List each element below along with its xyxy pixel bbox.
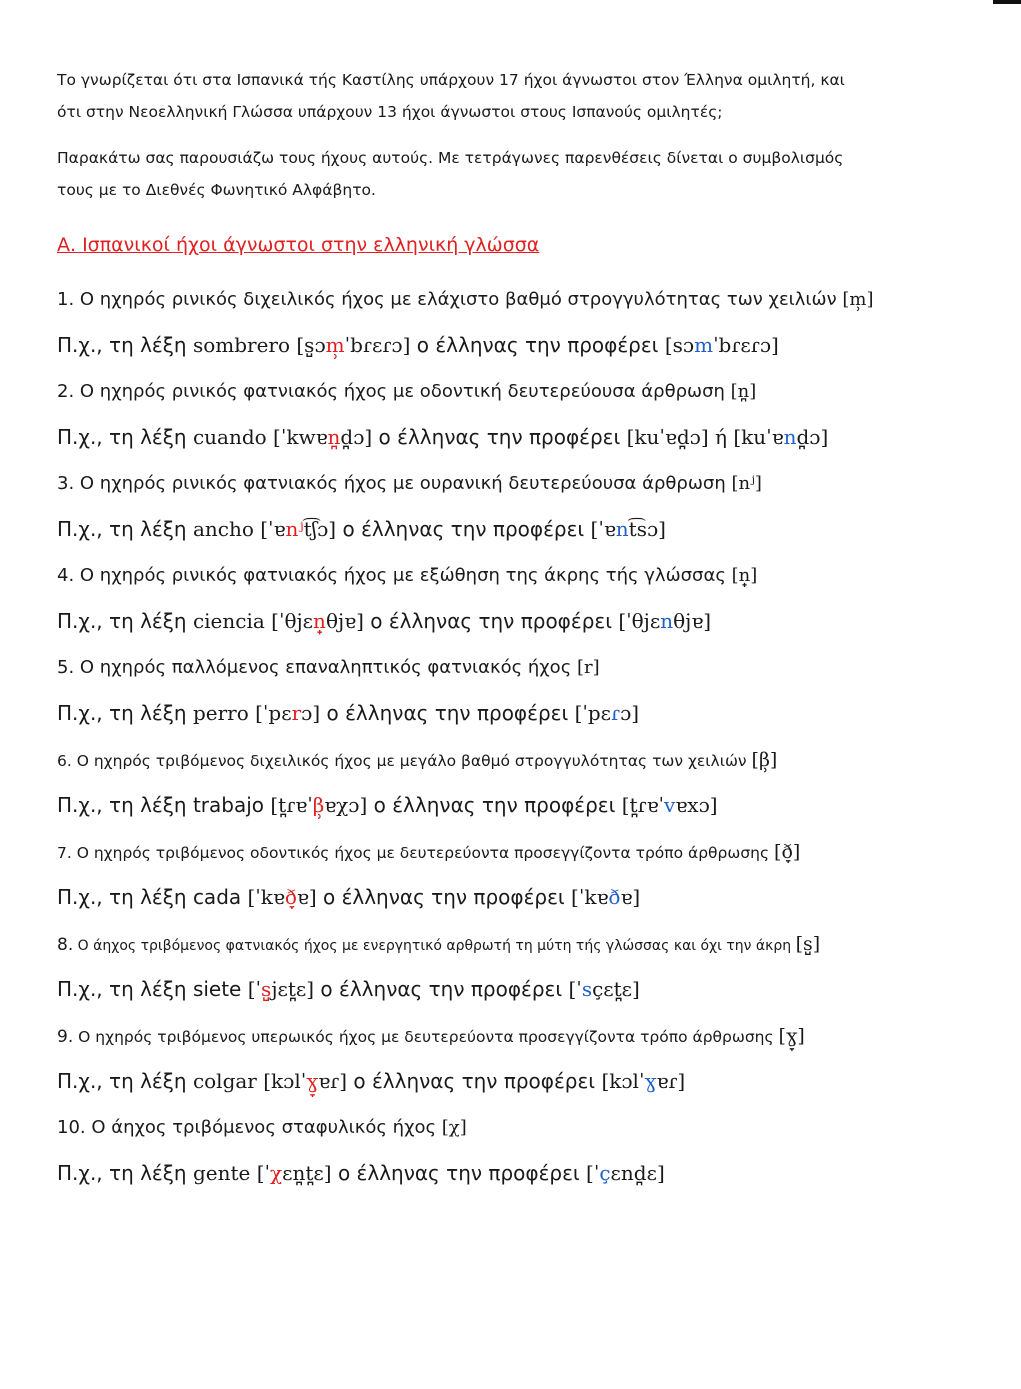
sound-item [57, 932, 957, 1002]
greek-sound: n [660, 609, 674, 633]
spanish-ipa-close: ɛn̪t̪ɛ] [282, 1161, 332, 1185]
spanish-sound: s̺ [261, 977, 272, 1001]
intro-line: Παρακάτω σας παρουσιάζω τους ήχους αυτούς. Με τετράγωνες παρενθέσεις δίνεται ο συμβολισμός [57, 149, 844, 167]
example-mid: ο έλληνας την προφέρει [347, 1069, 602, 1093]
alternative-close: d̪ɔ] [796, 425, 829, 449]
greek-ipa-open: [ˈkɐ [571, 885, 609, 909]
example-intro: Π.χ., τη λέξη [57, 517, 193, 541]
greek-ipa-open: [ˈpɛ [574, 701, 612, 725]
spanish-ipa-close: d̪ɔ] [340, 425, 373, 449]
example-line [57, 1160, 957, 1186]
greek-sound: ç [599, 1161, 611, 1185]
description-text: Ο ηχηρός ρινικός φατνιακός ήχος με εξώθηση της άκρης τής γλώσσας [74, 565, 732, 586]
example-intro: Π.χ., τη λέξη [57, 333, 193, 357]
spanish-sound: n̪ [327, 425, 341, 449]
spanish-word: sombrero [192, 333, 291, 357]
example-intro: Π.χ., τη λέξη [57, 425, 193, 449]
intro-paragraph-1 [57, 64, 957, 128]
spanish-ipa-open: [ˈ [250, 1161, 271, 1185]
example-line [57, 1068, 957, 1094]
example-mid: ο έλληνας την προφέρει [316, 885, 572, 909]
document-page [57, 64, 957, 1208]
sound-item [57, 748, 957, 818]
ipa-symbol: [s̺] [795, 933, 821, 955]
spanish-word: cuando [192, 425, 267, 449]
alternative-intro: ή [kuˈɐ [708, 425, 784, 449]
spanish-word: ancho [192, 517, 254, 541]
example-mid: ο έλληνας την προφέρει [336, 517, 591, 541]
example-intro: Π.χ., τη λέξη [57, 885, 193, 909]
ipa-symbol: [nʲ] [731, 473, 762, 494]
spanish-word: ciencia [192, 609, 265, 633]
spanish-sound: χ [270, 1161, 283, 1185]
description-text: Ο ηχηρός ρινικός φατνιακός ήχος με ουρανική δευτερεύουσα άρθρωση [74, 473, 732, 494]
spanish-word: gente [192, 1161, 251, 1185]
greek-ipa-close: çɛt̪ɛ] [592, 977, 640, 1001]
spanish-ipa-open: [t̪ɾɐˈ [264, 793, 313, 817]
ipa-symbol: [r] [576, 657, 600, 678]
spanish-sound: nʲ [285, 517, 304, 541]
sound-item [57, 564, 957, 634]
sound-item [57, 1024, 957, 1094]
example-line [57, 424, 957, 450]
greek-ipa-open: [kuˈɐd̪ɔ] [626, 425, 709, 449]
intro-line: Το γνωρίζεται ότι στα Ισπανικά τής Καστίλης υπάρχουν 17 ήχοι άγνωστοι στον Έλληνα ομιλητή, και [57, 71, 845, 89]
spanish-word: siete [192, 977, 242, 1001]
spanish-ipa-close: ɐɾ] [318, 1069, 348, 1093]
spanish-ipa-open: [ˈkɐ [241, 885, 285, 909]
spanish-ipa-open: [ˈɐ [253, 517, 286, 541]
sound-description [57, 656, 957, 680]
ipa-symbol: [ɣ̞] [778, 1025, 805, 1047]
description-text: Ο ηχηρός τριβόμενος διχειλικός ήχος με μεγάλο βαθμό στρογγυλότητας των χειλιών [71, 752, 752, 770]
greek-sound: v [664, 793, 676, 817]
greek-sound: ɣ [644, 1069, 657, 1093]
greek-ipa-open: [kɔlˈ [601, 1069, 645, 1093]
greek-ipa-open: [ˈθjɛ [618, 609, 661, 633]
spanish-word: perro [192, 701, 249, 725]
sound-description [57, 748, 957, 772]
example-intro: Π.χ., τη λέξη [57, 701, 193, 725]
intro-paragraph-2 [57, 142, 957, 206]
spanish-word: cada [192, 885, 242, 909]
greek-ipa-close: ɐ] [620, 885, 641, 909]
greek-ipa-close: ɐɾ] [656, 1069, 686, 1093]
greek-ipa-close: ɛnd̪ɛ] [610, 1161, 665, 1185]
example-intro: Π.χ., τη λέξη [57, 977, 193, 1001]
intro-line: ότι στην Νεοελληνική Γλώσσα υπάρχουν 13 ήχοι άγνωστοι στους Ισπανούς ομιλητές; [57, 103, 723, 121]
spanish-sound: ɣ̞ [306, 1069, 319, 1093]
intro-line: τους με το Διεθνές Φωνητικό Αλφάβητο. [57, 181, 376, 199]
greek-sound: ð [608, 885, 621, 909]
ipa-symbol: [χ] [441, 1117, 467, 1138]
description-text: Ο ηχηρός ρινικός διχειλικός ήχος με ελάχιστο βαθμό στρογγυλότητας των χειλιών [74, 289, 843, 310]
greek-ipa-open: [ˈ [568, 977, 582, 1001]
spanish-sound: r [291, 701, 302, 725]
spanish-ipa-close: θjɐ] [325, 609, 364, 633]
item-number: 10. [57, 1117, 86, 1138]
description-text: Ο ηχηρός παλλόμενος επαναληπτικός φατνιακός ήχος [74, 657, 577, 678]
item-number: 1. [57, 289, 75, 310]
ipa-symbol: [m̹] [842, 289, 874, 310]
example-line [57, 976, 957, 1002]
item-number: 3. [57, 473, 75, 494]
scan-corner-mark [993, 0, 1021, 4]
example-line [57, 608, 957, 634]
sound-item [57, 840, 957, 910]
example-line [57, 792, 957, 818]
example-mid: ο έλληνας την προφέρει [367, 793, 622, 817]
spanish-sound: ð̞ [284, 885, 297, 909]
sound-item [57, 288, 957, 358]
greek-ipa-close: θjɐ] [673, 609, 712, 633]
spanish-sound: β̹ [312, 793, 325, 817]
example-mid: ο έλληνας την προφέρει [314, 977, 569, 1001]
greek-ipa-close: ɔ] [620, 701, 640, 725]
ipa-symbol: [n̪] [730, 381, 757, 402]
sound-item [57, 1116, 957, 1186]
example-intro: Π.χ., τη λέξη [57, 1069, 193, 1093]
sound-list [57, 288, 957, 1186]
greek-sound: n [615, 517, 629, 541]
example-mid: ο έλληνας την προφέρει [320, 701, 575, 725]
item-number: 9. [57, 1027, 74, 1047]
item-number: 6. [57, 752, 72, 770]
greek-ipa-open: [sɔ [664, 333, 695, 357]
description-text: Ο άηχος τριβόμενος σταφυλικός ήχος [85, 1117, 442, 1138]
ipa-symbol: [n̟] [731, 565, 758, 586]
ipa-symbol: [ð̞] [774, 841, 801, 863]
description-text: Ο ηχηρός τριβόμενος υπερωικός ήχος με δευτερεύοντα προσεγγίζοντα τρόπο άρθρωσης [73, 1028, 779, 1046]
greek-ipa-close: ɐxɔ] [675, 793, 718, 817]
greek-ipa-close: ˈbɾɛɾɔ] [713, 333, 779, 357]
spanish-ipa-close: ɐχɔ] [324, 793, 368, 817]
spanish-ipa-close: ɔ] [301, 701, 321, 725]
sound-item [57, 472, 957, 542]
greek-ipa-open: [ˈɐ [590, 517, 616, 541]
example-mid: ο έλληνας την προφέρει [331, 1161, 587, 1185]
greek-sound: s [581, 977, 593, 1001]
sound-description [57, 932, 957, 956]
description-text: Ο άηχος τριβόμενος φατνιακός ήχος με ενεργητικό αρθρωτή τη μύτη τής γλώσσας και όχι την άκρη [73, 938, 796, 954]
spanish-ipa-open: [kɔlˈ [256, 1069, 307, 1093]
item-number: 8. [57, 935, 74, 955]
greek-ipa-close: t͡sɔ] [628, 517, 666, 541]
spanish-ipa-close: jɛt̪ɛ] [271, 977, 315, 1001]
example-line [57, 516, 957, 542]
item-number: 5. [57, 657, 75, 678]
sound-description [57, 840, 957, 864]
spanish-ipa-open: [ˈθjɛ [264, 609, 314, 633]
spanish-ipa-open: [ˈ [241, 977, 262, 1001]
ipa-symbol: [β̹] [751, 749, 778, 771]
item-number: 7. [57, 844, 72, 862]
section-heading: Α. Ισπανικοί ήχοι άγνωστοι στην ελληνική γλώσσα [57, 234, 540, 256]
greek-ipa-open: [ˈ [586, 1161, 600, 1185]
sound-description [57, 564, 957, 588]
sound-description [57, 1024, 957, 1048]
spanish-ipa-close: ɐ] [296, 885, 317, 909]
sound-description [57, 288, 957, 312]
example-intro: Π.χ., τη λέξη [57, 1161, 193, 1185]
spanish-word: trabajo [192, 793, 265, 817]
description-text: Ο ηχηρός ρινικός φατνιακός ήχος με οδοντική δευτερεύουσα άρθρωση [74, 381, 731, 402]
example-line [57, 884, 957, 910]
example-mid: ο έλληνας την προφέρει [372, 425, 627, 449]
description-text: Ο ηχηρός τριβόμενος οδοντικός ήχος με δευτερεύοντα προσεγγίζοντα τρόπο άρθρωσης [71, 844, 775, 862]
spanish-ipa-close: ˈbɾɛɾɔ] [344, 333, 411, 357]
item-number: 2. [57, 381, 75, 402]
example-intro: Π.χ., τη λέξη [57, 609, 193, 633]
item-number: 4. [57, 565, 75, 586]
sound-item [57, 656, 957, 726]
sound-description [57, 472, 957, 496]
spanish-word: colgar [192, 1069, 257, 1093]
example-line [57, 700, 957, 726]
example-intro: Π.χ., τη λέξη [57, 793, 193, 817]
example-mid: ο έλληνας την προφέρει [363, 609, 619, 633]
spanish-sound: m̹ [325, 333, 345, 357]
spanish-ipa-open: [s̺ɔ [290, 333, 326, 357]
sound-description [57, 380, 957, 404]
alternative-sound: n [783, 425, 797, 449]
spanish-ipa-open: [ˈkwɐ [266, 425, 328, 449]
greek-sound: ɾ [611, 701, 621, 725]
spanish-sound: n̟ [313, 609, 326, 633]
example-line [57, 332, 957, 358]
spanish-ipa-open: [ˈpɛ [248, 701, 292, 725]
example-mid: ο έλληνας την προφέρει [410, 333, 665, 357]
greek-ipa-open: [t̪ɾɐˈ [621, 793, 665, 817]
sound-item [57, 380, 957, 450]
spanish-ipa-close: t͡ʃɔ] [303, 517, 337, 541]
greek-sound: m [694, 333, 714, 357]
sound-description [57, 1116, 957, 1140]
